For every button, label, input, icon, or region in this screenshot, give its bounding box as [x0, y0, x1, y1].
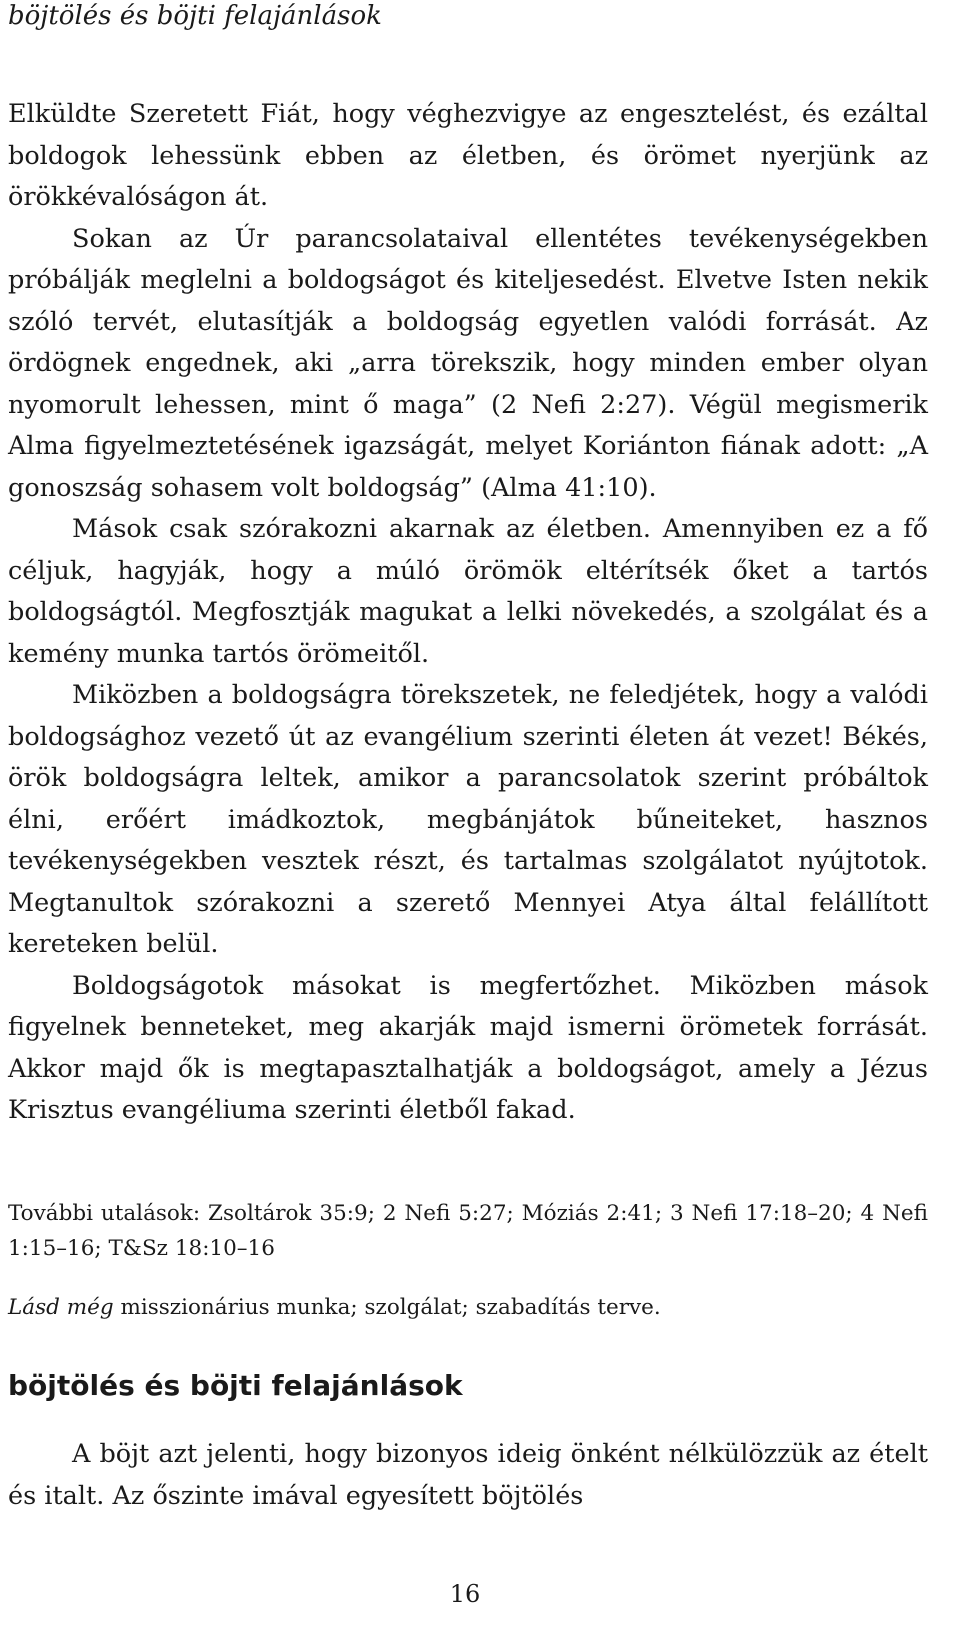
see-also-text: misszionárius munka; szolgálat; szabadítás terve.: [113, 1295, 661, 1320]
paragraph: A böjt azt jelenti, hogy bizonyos ideig önként nélkülözzük az ételt és italt. Az őszinte imával egyesített böjtölés: [8, 1439, 928, 1511]
paragraph: Sokan az Úr parancsolataival ellentétes tevékenységekben próbálják meglelni a boldogságot és kiteljesedést. Elvetve Isten nekik szóló tervét, elutasítják a boldogság egyetlen valódi forrását. Az ördögnek engednek, aki „arra törekszik, hogy minden ember olyan nyomorult lehessen, mint ő maga” (2 Nefi 2:27). Végül megismerik Alma figyelmeztetésének igazságát, melyet Koriánton fiának adott: „A gonoszság sohasem volt boldogság” (Alma 41:10).: [8, 223, 928, 503]
references-text: További utalások: Zsoltárok 35:9; 2 Nefi 5:27; Móziás 2:41; 3 Nefi 17:18–20; 4 Nefi 1:15–16; T&Sz 18:10–16: [8, 1201, 928, 1261]
see-also-label: Lásd még: [8, 1295, 114, 1320]
paragraph: Boldogságotok másokat is megfertőzhet. Miközben mások figyelnek benneteket, meg akarják majd ismerni örömetek forrását. Akkor majd ők is megtapasztalhatják a boldogságot, amely a Jézus Krisztus evangéliuma szerinti életből fakad.: [8, 970, 928, 1125]
paragraph: Mások csak szórakozni akarnak az életben. Amennyiben ez a fő céljuk, hagyják, hogy a múló örömök eltérítsék őket a tartós boldogságtól. Megfosztják magukat a lelki növekedés, a szolgálat és a kemény munka tartós örömeitől.: [8, 514, 928, 669]
section-heading: böjtölés és böjti felajánlások: [8, 1369, 463, 1402]
paragraph: Elküldte Szeretett Fiát, hogy véghezvigye az engesztelést, és ezáltal boldogok lehessünk ebben az életben, és örömet nyerjünk az örökkévalóságon át.: [8, 99, 928, 212]
see-also: [8, 1290, 928, 1325]
paragraph: Miközben a boldogságra törekszetek, ne feledjétek, hogy a valódi boldogsághoz vezető út az evangélium szerinti életen át vezet! Békés, örök boldogságra leltek, amikor a parancsolatok szerint próbáltok élni, erőért imádkoztok, megbánjátok bűneiteket, hasznos tevékenységekben vesztek részt, és tartalmas szolgálatot nyújtotok. Megtanultok szórakozni a szerető Mennyei Atya által felállított kereteken belül.: [8, 680, 928, 959]
running-head: böjtölés és böjti felajánlások: [8, 1, 382, 31]
article-body: [8, 94, 928, 1132]
page-number: 16: [449, 1580, 481, 1608]
section-body: [8, 1434, 928, 1517]
further-references: [8, 1196, 928, 1266]
